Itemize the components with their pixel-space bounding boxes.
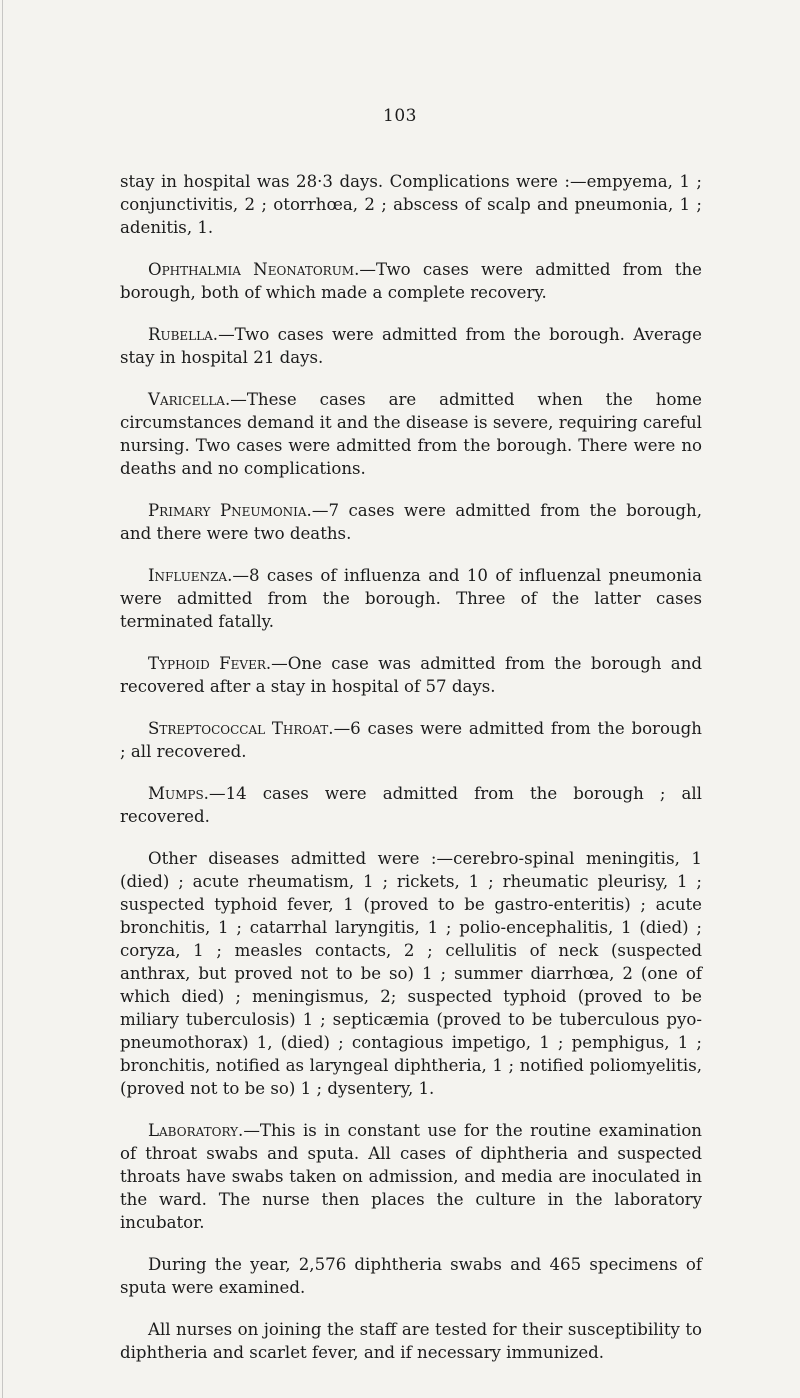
paragraph-text: —6 cases were admitted from the borough ; all recovered.: [120, 719, 702, 761]
paragraph-laboratory: [120, 1119, 702, 1234]
paragraph-text: —Two cases were admitted from the borough. Average stay in hospital 21 days.: [120, 325, 702, 367]
paragraph-rubella: [120, 323, 702, 369]
paragraph-heading: Rubella.: [148, 325, 219, 344]
paragraph-text: —8 cases of influenza and 10 of influenzal pneumonia were admitted from the borough. Three of the latter cases terminated fatally.: [120, 566, 702, 631]
paragraph-typhoid-fever: [120, 652, 702, 698]
paragraph-ophthalmia-neonatorum: [120, 258, 702, 304]
paragraph-mumps: [120, 782, 702, 828]
paragraph-heading: Streptococcal Throat.: [148, 719, 334, 738]
paragraph-text: All nurses on joining the staff are tested for their susceptibility to diphtheria and scarlet fever, and if necessary immunized.: [120, 1320, 702, 1362]
paragraph-text: —These cases are admitted when the home circumstances demand it and the disease is severe, requiring careful nursing. Two cases were admitted from the borough. There were no deaths and no complications.: [120, 390, 702, 478]
paragraph-heading: Laboratory.: [148, 1121, 244, 1140]
paragraph-streptococcal-throat: [120, 717, 702, 763]
paragraph-continuation: [120, 170, 702, 239]
paragraph-swabs-examined: [120, 1253, 702, 1299]
paragraph-nurses-tested: [120, 1318, 702, 1364]
paragraph-other-diseases: [120, 847, 702, 1100]
paragraph-text: —14 cases were admitted from the borough ; all recovered.: [120, 784, 702, 826]
paragraph-text: —One case was admitted from the borough and recovered after a stay in hospital of 57 days.: [120, 654, 703, 696]
page-edge-line: [2, 0, 3, 1398]
paragraph-heading: Primary Pneumonia.: [148, 501, 312, 520]
paragraph-text: —This is in constant use for the routine examination of throat swabs and sputa. All cases of diphtheria and suspected throats have swabs taken on admission, and media are inoculated in the ward. The nurse then places the culture in the laboratory incubator.: [120, 1121, 702, 1232]
paragraph-varicella: [120, 388, 702, 480]
paragraph-text: —7 cases were admitted from the borough, and there were two deaths.: [120, 501, 702, 543]
paragraph-text: —Two cases were admitted from the borough, both of which made a complete recovery.: [120, 260, 702, 302]
paragraph-primary-pneumonia: [120, 499, 702, 545]
paragraph-heading: Mumps.: [148, 784, 209, 803]
body-text: [120, 170, 702, 1383]
paragraph-heading: Typhoid Fever.: [148, 654, 272, 673]
paragraph-heading: Influenza.: [148, 566, 233, 585]
paragraph-influenza: [120, 564, 702, 633]
page-number: 103: [383, 106, 417, 126]
paragraph-text: stay in hospital was 28·3 days. Complications were :—empyema, 1 ; conjunctivitis, 2 ; otorrhœa, 2 ; abscess of scalp and pneumonia, 1 ; adenitis, 1.: [120, 172, 702, 237]
paragraph-heading: Ophthalmia Neonatorum.: [148, 260, 360, 279]
paragraph-text: During the year, 2,576 diphtheria swabs and 465 specimens of sputa were examined.: [120, 1255, 702, 1297]
paragraph-text: Other diseases admitted were :—cerebro-spinal meningitis, 1 (died) ; acute rheumatism, 1 ; rickets, 1 ; rheumatic pleurisy, 1 ; suspected typhoid fever, 1 (proved to be gastro-enteritis) ; acute bronchitis, 1 ; catarrhal laryngitis, 1 ; polio-encephalitis, 1 (died) ; coryza, 1 ; measles contacts, 2 ; cellulitis of neck (suspected anthrax, but proved not to be so) 1 ; summer diarrhœa, 2 (one of which died) ; meningismus, 2; suspected typhoid (proved to be miliary tuberculosis) 1 ; septicæmia (proved to be tuberculous pyo-pneumothorax) 1, (died) ; contagious impetigo, 1 ; pemphigus, 1 ; bronchitis, notified as laryngeal diphtheria, 1 ; notified poliomyelitis, (proved not to be so) 1 ; dysentery, 1.: [120, 849, 702, 1098]
paragraph-heading: Varicella.: [148, 390, 231, 409]
